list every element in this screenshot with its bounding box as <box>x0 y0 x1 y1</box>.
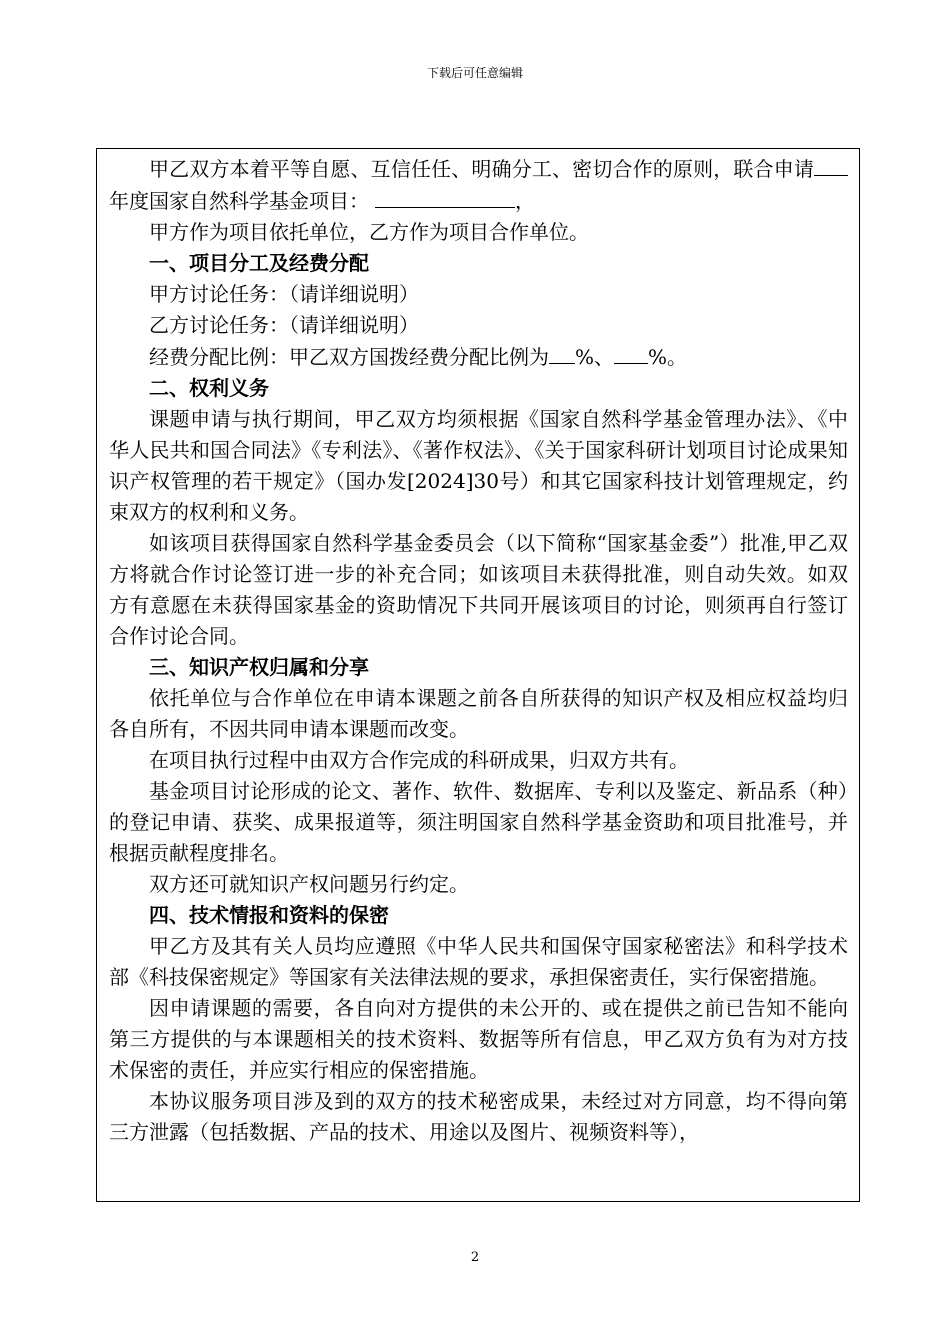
confidential-info-paragraph: 因申请课题的需要，各自向对方提供的未公开的、或在提供之前已告知不能向第三方提供的与本课题相关的技术资料、数据等所有信息，甲乙双方负有为对方技术保密的责任，并应实行相应的保密措施。 <box>109 996 848 1082</box>
ratio-b-unit: %。 <box>648 345 688 369</box>
project-label: 年度国家自然科学基金项目： <box>109 189 369 213</box>
agreement-body <box>109 153 848 1148</box>
roles-paragraph: 甲方作为项目依托单位，乙方作为项目合作单位。 <box>149 220 589 244</box>
intro-paragraph <box>109 153 848 217</box>
ip-prior-paragraph: 依托单位与合作单位在申请本课题之前各自所获得的知识产权及相应权益均归各自所有，不因共同申请本课题而改变。 <box>109 686 848 741</box>
agreement-text-frame <box>96 148 860 1202</box>
ratio-a-blank <box>549 341 575 364</box>
rights-paragraph: 课题申请与执行期间，甲乙双方均须根据《国家自然科学基金管理办法》、《中华人民共和国合同法》《专利法》、《著作权法》、《关于国家科研计划项目讨论成果知识产权管理的若干规定》（国办发[2024]30号）和其它国家科技计划管理规定，约束双方的权利和义务。 <box>109 407 848 524</box>
intro-text: 甲乙双方本着平等自愿、互信任任、明确分工、密切合作的原则，联合申请 <box>149 157 814 181</box>
confidential-results-paragraph: 本协议服务项目涉及到的双方的技术秘密成果，未经过对方同意，均不得向第三方泄露（包括数据、产品的技术、用途以及图片、视频资料等）， <box>109 1089 848 1144</box>
party-a-task: 甲方讨论任务：（请详细说明） <box>149 282 419 306</box>
ip-joint-paragraph: 在项目执行过程中由双方合作完成的科研成果，归双方共有。 <box>149 748 689 772</box>
section-heading-4: 四、技术情报和资料的保密 <box>149 903 389 927</box>
page-header: 下载后可任意编辑 <box>426 66 523 80</box>
ip-attribution-paragraph: 基金项目讨论形成的论文、著作、软件、数据库、专利以及鉴定、新品系（种）的登记申请、获奖、成果报道等，须注明国家自然科学基金资助和项目批准号，并根据贡献程度排名。 <box>109 779 848 865</box>
funding-ratio <box>109 341 848 373</box>
confidential-law-paragraph: 甲乙方及其有关人员均应遵照《中华人民共和国保守国家秘密法》和科学技术部《科技保密规定》等国家有关法律法规的要求，承担保密责任，实行保密措施。 <box>109 934 848 989</box>
section-heading-1: 一、项目分工及经费分配 <box>149 251 369 275</box>
intro-comma: ， <box>515 189 535 213</box>
ratio-b-blank <box>614 341 648 364</box>
year-blank <box>814 153 848 176</box>
approval-paragraph: 如该项目获得国家自然科学基金委员会（以下简称“国家基金委”）批准,甲乙双方将就合作讨论签订进一步的补充合同；如该项目未获得批准，则自动失效。如双方有意愿在未获得国家基金的资助情况下共同开展该项目的讨论，则须再自行签订合作讨论合同。 <box>109 531 848 648</box>
page-number: 2 <box>470 1250 480 1265</box>
funding-ratio-text: 经费分配比例：甲乙双方国拨经费分配比例为 <box>149 345 549 369</box>
party-b-task: 乙方讨论任务：（请详细说明） <box>149 313 419 337</box>
project-name-blank <box>375 185 515 208</box>
ip-other-paragraph: 双方还可就知识产权问题另行约定。 <box>149 872 469 896</box>
section-heading-2: 二、权利义务 <box>149 376 269 400</box>
ratio-a-unit: %、 <box>575 345 615 369</box>
section-heading-3: 三、知识产权归属和分享 <box>149 655 369 679</box>
